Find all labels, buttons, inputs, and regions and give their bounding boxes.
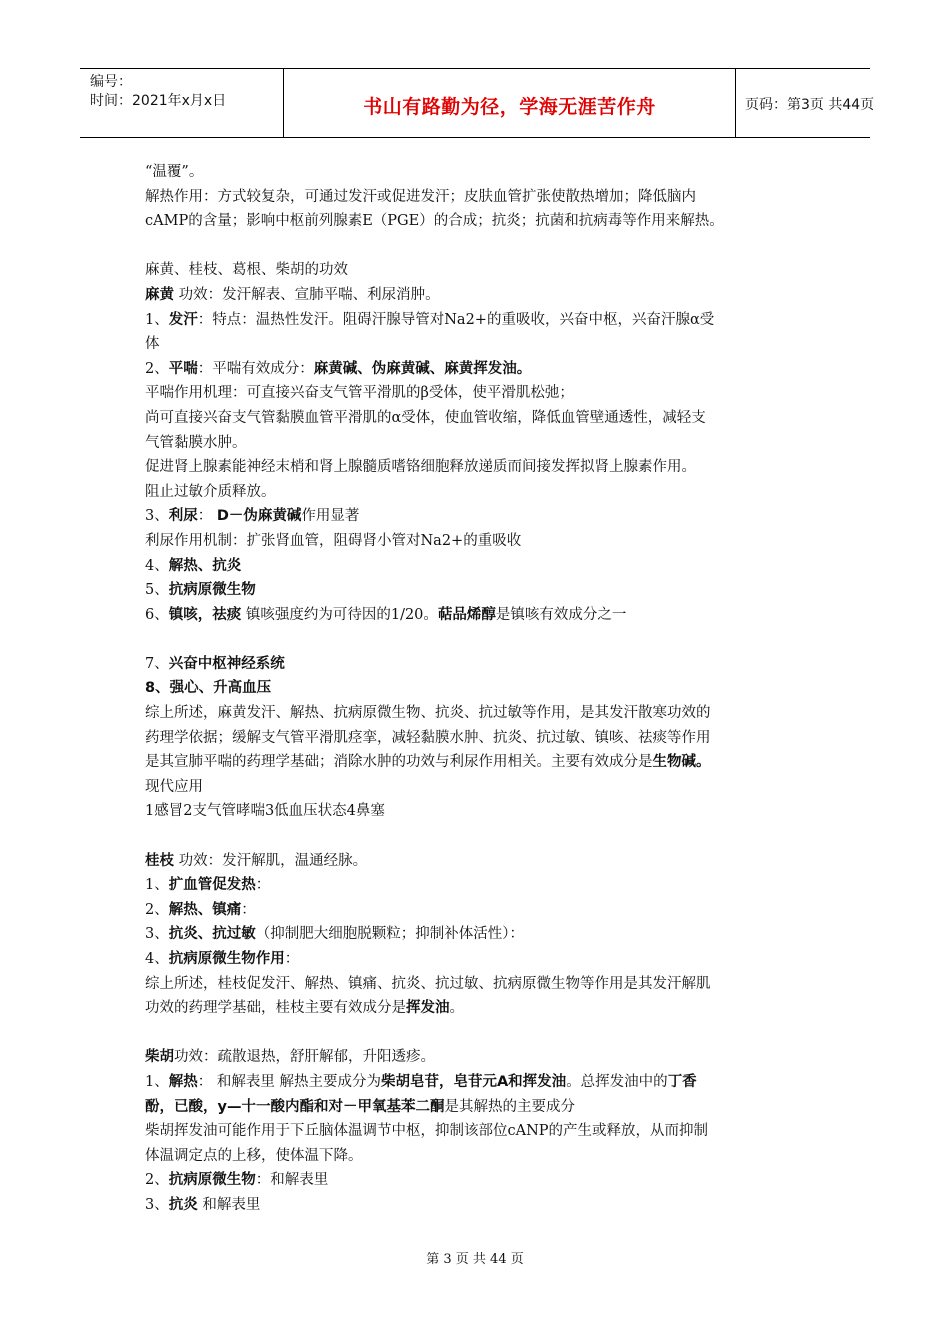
text-run: 麻黄、桂枝、葛根、柴胡的功效 — [145, 262, 348, 279]
bold-text: D－伪麻黄碱 — [216, 508, 302, 525]
text-run: 阻止过敏介质释放。 — [145, 483, 276, 500]
text-run: 体温调定点的上移，使体温下降。 — [145, 1147, 363, 1164]
text-line — [145, 185, 810, 210]
text-line — [145, 283, 810, 308]
text-line — [145, 726, 810, 751]
bold-text: 酚，已酸，y—十一酸内酯和对－甲氧基苯二酮 — [145, 1098, 445, 1115]
text-line — [145, 922, 810, 947]
text-run: 柴胡挥发油可能作用于下丘脑体温调节中枢，抑制该部位cANP的产生或释放，从而抑制 — [145, 1123, 709, 1140]
text-run: 功效的药理学基础，桂枝主要有效成分是 — [145, 1000, 406, 1017]
header-left-cell — [80, 69, 283, 137]
document-body — [145, 160, 810, 1218]
text-line — [145, 1119, 810, 1144]
text-line — [145, 1193, 810, 1218]
text-run: 2、 — [145, 1172, 169, 1189]
text-run: 功效：发汗解肌，温通经脉。 — [174, 852, 368, 869]
text-line — [145, 431, 810, 456]
text-run: 尚可直接兴奋支气管黏膜血管平滑肌的α受体，使血管收缩，降低血管壁通透性，减轻支 — [145, 409, 706, 426]
bold-text: 发汗 — [168, 311, 198, 328]
text-run: 气管黏膜水肿。 — [145, 434, 247, 451]
text-line — [145, 996, 810, 1021]
bold-text: 解热 — [168, 1073, 198, 1090]
bold-text: 挥发油 — [406, 1000, 450, 1017]
text-line — [145, 947, 810, 972]
text-line — [145, 603, 810, 628]
header-motto: 书山有路勤为径，学海无涯苦作舟 — [363, 96, 656, 118]
text-run: 3、 — [145, 926, 169, 943]
page-header — [80, 68, 875, 138]
text-run: ：和解表里 — [255, 1172, 329, 1189]
text-line — [145, 554, 810, 579]
text-run: 平喘作用机理：可直接兴奋支气管平滑肌的β受体，使平滑肌松弛； — [145, 385, 574, 402]
text-line — [145, 332, 810, 357]
text-run: “温覆”。 — [145, 164, 204, 180]
text-run: 4、 — [145, 557, 169, 574]
text-run: 1、 — [145, 311, 169, 328]
bold-text: 麻黄 — [145, 286, 174, 303]
text-line — [145, 1045, 810, 1070]
text-line — [145, 898, 810, 923]
text-run: 1感冒2支气管哮喘3低血压状态4鼻塞 — [145, 803, 385, 820]
blank-line — [145, 1021, 810, 1046]
text-line — [145, 308, 810, 333]
bold-text: 桂枝 — [145, 852, 174, 869]
text-run: 综上所述，麻黄发汗、解热、抗病原微生物、抗炎、抗过敏等作用，是其发汗散寒功效的 — [145, 705, 711, 722]
text-run: 是其宣肺平喘的药理学基础；消除水肿的功效与利尿作用相关。主要有效成分是 — [145, 754, 653, 771]
text-run: 镇咳强度约为可待因的1/20。 — [241, 606, 438, 623]
text-line — [145, 1095, 810, 1120]
text-line — [145, 849, 810, 874]
text-run: cAMP的含量；影响中枢前列腺素E（PGE）的合成；抗炎；抗菌和抗病毒等作用来解热。 — [145, 213, 724, 230]
bold-text: 柴胡 — [145, 1049, 174, 1066]
text-run: 功效：疏散退热，舒肝解郁，升阳透疹。 — [174, 1049, 435, 1066]
text-run: （抑制肥大细胞脱颗粒；抑制补体活性）： — [255, 926, 524, 943]
bold-text: 兴奋中枢神经系统 — [168, 655, 285, 672]
bold-text: 抗炎、抗过敏 — [168, 926, 256, 943]
text-line — [145, 578, 810, 603]
bold-text: 萜品烯醇 — [437, 606, 496, 623]
bold-text: 抗病原微生物 — [168, 1172, 256, 1189]
bold-text: 平喘 — [168, 360, 198, 377]
document-date: 时间：2021年x月x日 — [90, 93, 227, 109]
text-run: ： 和解表里 解热主要成分为 — [197, 1073, 381, 1090]
header-page-cell — [735, 69, 875, 137]
text-run: 解热作用：方式较复杂，可通过发汗或促进发汗；皮肤血管扩张使散热增加；降低脑内 — [145, 188, 696, 205]
text-run: 7、 — [145, 655, 169, 672]
text-line — [145, 873, 810, 898]
text-run: ：平喘有效成分： — [197, 360, 314, 377]
text-line — [145, 406, 810, 431]
bold-text: 丁香 — [667, 1073, 697, 1090]
text-line — [145, 676, 810, 701]
text-run: 6、 — [145, 606, 169, 623]
text-run: 和解表里 — [197, 1196, 261, 1213]
text-run: 促进肾上腺素能神经末梢和肾上腺髓质嗜铬细胞释放递质而间接发挥拟肾上腺素作用。 — [145, 459, 696, 476]
text-line — [145, 1168, 810, 1193]
header-motto-cell — [283, 69, 736, 137]
text-line — [145, 258, 810, 283]
text-run: 5、 — [145, 582, 169, 599]
text-run: 3、 — [145, 1196, 169, 1213]
bold-text: 解热、镇痛 — [168, 901, 242, 918]
bold-text: 抗病原微生物 — [168, 582, 256, 599]
text-line — [145, 799, 810, 824]
text-run: 综上所述，桂枝促发汗、解热、镇痛、抗炎、抗过敏、抗病原微生物等作用是其发汗解肌 — [145, 975, 711, 992]
text-line — [145, 357, 810, 382]
text-line — [145, 1070, 810, 1095]
blank-line — [145, 234, 810, 259]
bold-text: 利尿 — [168, 508, 198, 525]
text-run: 作用显著 — [301, 508, 360, 525]
bold-text: 柴胡皂苷，皂苷元A和挥发油 — [380, 1073, 567, 1090]
text-run: 1、 — [145, 877, 169, 894]
text-run: 功效：发汗解表、宣肺平喘、利尿消肿。 — [174, 286, 440, 303]
bold-text: 抗炎 — [168, 1196, 198, 1213]
bold-text: 抗病原微生物作用 — [168, 951, 285, 967]
text-line — [145, 480, 810, 505]
header-page-info: 页码：第3页 共44页 — [745, 97, 875, 113]
text-run: 利尿作用机制：扩张肾血管，阻碍肾小管对Na2+的重吸收 — [145, 532, 522, 549]
text-run: ： — [255, 877, 271, 894]
text-run: ： — [197, 508, 217, 525]
text-line — [145, 160, 810, 185]
blank-line — [145, 627, 810, 652]
text-line — [145, 701, 810, 726]
text-line — [145, 775, 810, 800]
text-run: 是镇咳有效成分之一 — [495, 606, 627, 623]
text-run: 是其解热的主要成分 — [444, 1098, 575, 1115]
bold-text: 8、强心、升高血压 — [145, 680, 272, 697]
text-line — [145, 209, 810, 234]
text-run: ： — [284, 951, 300, 967]
bold-text: 扩血管促发热 — [168, 877, 256, 894]
text-run: 体 — [145, 336, 160, 353]
document-number-label: 编号： — [90, 74, 132, 90]
bold-text: 麻黄碱、伪麻黄碱、麻黄挥发油。 — [313, 360, 532, 377]
text-run: 药理学依据；缓解支气管平滑肌痉挛，减轻黏膜水肿、抗炎、抗过敏、镇咳、祛痰等作用 — [145, 729, 711, 746]
text-line — [145, 504, 810, 529]
bold-text: 生物碱。 — [652, 754, 711, 771]
text-line — [145, 652, 810, 677]
text-run: 4、 — [145, 951, 169, 967]
text-run: 现代应用 — [145, 778, 203, 795]
text-run: 。 — [449, 1000, 464, 1017]
text-line — [145, 750, 810, 775]
text-line — [145, 455, 810, 480]
text-line — [145, 529, 810, 554]
bold-text: 镇咳，祛痰 — [168, 606, 242, 623]
text-run: ：特点：温热性发汗。阻碍汗腺导管对Na2+的重吸收，兴奋中枢，兴奋汗腺α受 — [197, 311, 715, 328]
text-run: 。总挥发油中的 — [566, 1073, 668, 1090]
text-run: ： — [241, 901, 256, 918]
blank-line — [145, 824, 810, 849]
text-run: 3、 — [145, 508, 169, 525]
page-footer: 第 3 页 共 44 页 — [426, 1252, 524, 1267]
bold-text: 解热、抗炎 — [168, 557, 242, 574]
text-run: 2、 — [145, 901, 169, 918]
text-run: 2、 — [145, 360, 169, 377]
text-line — [145, 1144, 810, 1169]
text-line — [145, 381, 810, 406]
text-run: 1、 — [145, 1073, 169, 1090]
text-line — [145, 972, 810, 997]
